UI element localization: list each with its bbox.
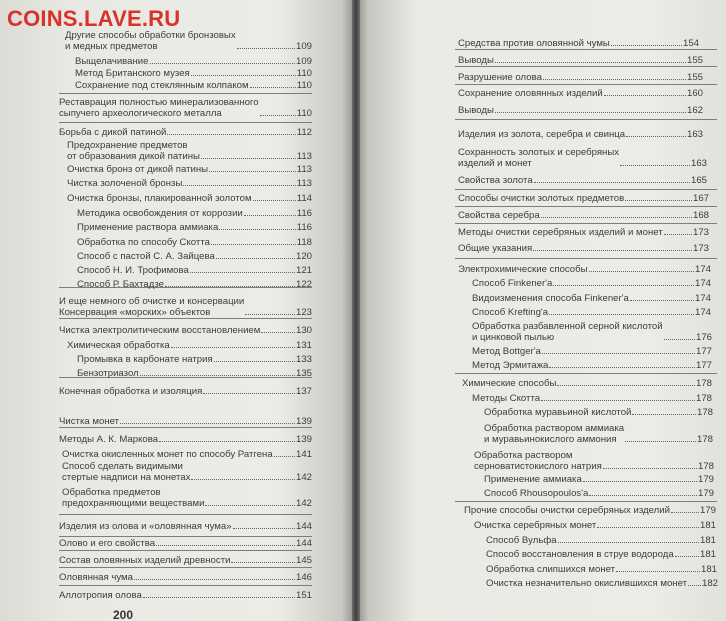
- toc-entry: [474, 520, 716, 531]
- toc-entry-title: Конечная обработка и изоляция: [59, 386, 203, 397]
- leader-dots: [211, 244, 296, 245]
- toc-entry: [59, 386, 312, 397]
- divider: [455, 49, 717, 50]
- toc-entry-title: Методы А. К. Маркова: [59, 434, 159, 445]
- toc-entry-title: Способ Rhousopoulos'а: [484, 488, 589, 499]
- leader-dots: [134, 579, 295, 580]
- leader-dots: [190, 272, 295, 273]
- toc-entry-title: Изделия из золота, серебра и свинца: [458, 129, 626, 140]
- leader-dots: [495, 112, 686, 113]
- toc-entry-title: Борьба с дикой патиной: [59, 127, 167, 138]
- leader-dots: [209, 171, 296, 172]
- toc-entry-title: Чистка монет: [59, 416, 119, 427]
- toc-entry-title: Применение раствора аммиака: [77, 222, 219, 233]
- toc-entry-title: Очистка окисленных монет по способу Ратгена: [62, 449, 273, 460]
- toc-entry: [484, 474, 714, 485]
- toc-entry-title: Свойства серебра: [458, 210, 540, 221]
- book-gutter: [352, 0, 360, 621]
- toc-entry: [472, 321, 712, 343]
- toc-entry-page: 122: [295, 279, 312, 290]
- toc-entry-title: Очистка незначительно окислившихся монет: [486, 578, 688, 589]
- toc-entry: [77, 222, 312, 233]
- leader-dots: [620, 165, 690, 166]
- leader-dots: [671, 512, 699, 513]
- leader-dots: [231, 562, 295, 563]
- toc-entry-page: 133: [295, 354, 312, 365]
- toc-entry-page: 178: [696, 407, 713, 418]
- toc-entry-page: 114: [296, 193, 312, 204]
- toc-entry-title: Выводы: [458, 55, 494, 66]
- toc-entry-title: Обработка по способу Скотта: [77, 237, 210, 248]
- leader-dots: [630, 300, 694, 301]
- toc-entry-page: 113: [296, 164, 312, 175]
- toc-entry: [65, 30, 312, 52]
- toc-entry-page: 155: [686, 55, 703, 66]
- toc-entry-title: Сохранение под стеклянным колпаком: [75, 80, 249, 91]
- divider: [455, 119, 717, 120]
- leader-dots: [632, 414, 696, 415]
- toc-entry-page: 110: [296, 68, 312, 79]
- toc-entry-page: 179: [697, 488, 714, 499]
- toc-entry-title: Средства против оловянной чумы: [458, 38, 610, 49]
- leader-dots: [203, 393, 295, 394]
- toc-entry-page: 181: [699, 535, 716, 546]
- toc-entry-title: Чистка золоченой бронзы: [67, 178, 183, 189]
- toc-entry: [75, 80, 312, 91]
- toc-entry: [59, 590, 312, 601]
- toc-entry: [484, 488, 714, 499]
- leader-dots: [664, 339, 695, 340]
- toc-entry-title: Оловянная чума: [59, 572, 133, 583]
- toc-entry-page: 135: [295, 368, 312, 379]
- toc-entry-title: Состав оловянных изделий древности: [59, 555, 231, 566]
- toc-entry-title: Способ Н. И. Трофимова: [77, 265, 189, 276]
- toc-entry-title: Способ Р. Бахтадзе: [77, 279, 164, 290]
- toc-entry-title: Предохранение предметов от образования дикой патины: [67, 140, 200, 162]
- toc-entry-page: 146: [295, 572, 312, 583]
- toc-entry-title: Другие способы обработки бронзовых и медных предметов: [65, 30, 236, 52]
- toc-entry-title: Обработка слипшихся монет: [486, 564, 616, 575]
- divider: [59, 318, 312, 319]
- toc-entry-title: Электрохимические способы: [458, 264, 588, 275]
- toc-entry-page: 141: [295, 449, 312, 460]
- divider: [59, 122, 312, 123]
- leader-dots: [216, 258, 295, 259]
- toc-entry-page: 144: [295, 521, 312, 532]
- toc-entry: [458, 55, 703, 66]
- toc-entry: [484, 407, 713, 418]
- toc-entry-title: Олово и его свойства: [59, 538, 156, 549]
- toc-entry: [486, 578, 718, 589]
- leader-dots: [549, 367, 695, 368]
- toc-entry-title: Химические способы: [462, 378, 557, 389]
- toc-entry-page: 154: [682, 38, 699, 49]
- toc-entry: [67, 193, 312, 204]
- leader-dots: [233, 528, 295, 529]
- toc-entry: [472, 360, 712, 371]
- leader-dots: [219, 229, 295, 230]
- toc-entry-page: 173: [692, 243, 709, 254]
- toc-entry-page: 165: [690, 175, 707, 186]
- divider: [59, 93, 312, 94]
- toc-entry: [458, 175, 707, 186]
- leader-dots: [597, 527, 699, 528]
- toc-entry: [77, 368, 312, 379]
- toc-entry-page: 163: [686, 129, 703, 140]
- toc-entry-page: 176: [695, 332, 712, 343]
- toc-entry-title: Обработка муравьиной кислотой: [484, 407, 632, 418]
- leader-dots: [549, 314, 694, 315]
- toc-entry-page: 178: [697, 461, 714, 472]
- leader-dots: [165, 286, 295, 287]
- toc-entry-page: 182: [701, 578, 718, 589]
- toc-entry: [458, 38, 699, 49]
- toc-entry-title: Изделия из олова и «оловянная чума»: [59, 521, 232, 532]
- toc-entry: [59, 296, 312, 318]
- toc-entry-page: 112: [296, 127, 312, 138]
- toc-entry: [458, 72, 703, 83]
- divider: [455, 258, 717, 259]
- toc-entry: [458, 88, 703, 99]
- leader-dots: [214, 361, 295, 362]
- toc-entry: [486, 564, 717, 575]
- toc-entry-page: 177: [695, 360, 712, 371]
- toc-entry: [62, 449, 312, 460]
- toc-entry-page: 162: [686, 105, 703, 116]
- leader-dots: [675, 556, 699, 557]
- toc-entry-page: 174: [694, 307, 711, 318]
- toc-entry-page: 109: [295, 41, 312, 52]
- site-watermark: COINS.LAVE.RU: [7, 6, 181, 31]
- divider: [455, 84, 717, 85]
- toc-entry-page: 168: [692, 210, 709, 221]
- toc-entry: [59, 416, 312, 427]
- leader-dots: [143, 597, 295, 598]
- toc-entry-title: Метод Британского музея: [75, 68, 190, 79]
- toc-entry-page: 145: [295, 555, 312, 566]
- divider: [455, 501, 717, 502]
- toc-entry: [67, 140, 312, 162]
- toc-entry-title: Прочие способы очистки серебряных изделий: [464, 505, 670, 516]
- toc-entry-page: 163: [690, 158, 707, 169]
- leader-dots: [604, 95, 686, 96]
- toc-entry: [59, 325, 312, 336]
- toc-entry-title: Свойства золота: [458, 175, 533, 186]
- toc-entry: [486, 549, 716, 560]
- toc-entry-title: Способ с пастой С. А. Зайцева: [77, 251, 215, 262]
- divider: [59, 427, 312, 428]
- toc-entry-page: 179: [699, 505, 716, 516]
- toc-entry-title: Применение аммиака: [484, 474, 582, 485]
- toc-entry-title: Обработка раствором серноватистокислого натрия: [474, 450, 602, 472]
- toc-entry-page: 113: [296, 151, 312, 162]
- divider: [59, 536, 312, 537]
- toc-entry-title: Метод Эрмитажа: [472, 360, 549, 371]
- toc-entry-page: 181: [699, 520, 716, 531]
- divider: [455, 189, 717, 190]
- toc-entry-page: 144: [295, 538, 312, 549]
- toc-entry-title: Разрушение олова: [458, 72, 542, 83]
- leader-dots: [533, 250, 692, 251]
- toc-entry-title: Бензотриазол: [77, 368, 139, 379]
- toc-entry-page: 130: [295, 325, 312, 336]
- toc-entry-title: Очистка бронзы, плакированной золотом: [67, 193, 252, 204]
- toc-entry-page: 139: [295, 434, 312, 445]
- leader-dots: [237, 48, 295, 49]
- leader-dots: [664, 234, 692, 235]
- toc-entry-page: 160: [686, 88, 703, 99]
- toc-entry: [458, 147, 707, 169]
- toc-entry: [472, 346, 712, 357]
- toc-entry-page: 139: [295, 416, 312, 427]
- toc-entry: [458, 264, 711, 275]
- toc-entry-title: Метод Bottger'а: [472, 346, 541, 357]
- toc-entry: [62, 461, 312, 483]
- divider: [455, 206, 717, 207]
- leader-dots: [261, 332, 295, 333]
- toc-entry: [59, 538, 312, 549]
- toc-entry: [59, 127, 312, 138]
- toc-entry-page: 142: [295, 498, 312, 509]
- toc-entry-title: Очистка бронз от дикой патины: [67, 164, 209, 175]
- toc-entry-page: 123: [295, 307, 312, 318]
- toc-entry-title: Сохранность золотых и серебряных изделий и монет: [458, 147, 620, 169]
- leader-dots: [191, 479, 295, 480]
- leader-dots: [150, 63, 295, 64]
- leader-dots: [156, 545, 295, 546]
- toc-entry-title: И еще немного об очистке и консервации Консервация «морских» объектов: [59, 296, 245, 318]
- toc-entry-title: Обработка разбавленной серной кислотой и цинковой пылью: [472, 321, 663, 343]
- toc-entry-page: 178: [696, 434, 713, 445]
- toc-entry-title: Химическая обработка: [67, 340, 170, 351]
- leader-dots: [159, 441, 295, 442]
- leader-dots: [167, 134, 295, 135]
- toc-entry-title: Чистка электролитическим восстановлением: [59, 325, 261, 336]
- toc-entry-page: 174: [694, 278, 711, 289]
- toc-entry-title: Обработка предметов предохраняющими веществами: [62, 487, 205, 509]
- toc-entry-title: Общие указания: [458, 243, 533, 254]
- toc-entry-title: Способ Krefting'а: [472, 307, 549, 318]
- divider: [59, 550, 312, 551]
- toc-entry: [458, 105, 703, 116]
- divider: [455, 223, 717, 224]
- toc-entry-title: Промывка в карбонате натрия: [77, 354, 213, 365]
- leader-dots: [191, 75, 296, 76]
- toc-entry: [77, 354, 312, 365]
- leader-dots: [244, 215, 296, 216]
- toc-entry-title: Выщелачивание: [75, 56, 149, 67]
- toc-entry: [472, 307, 711, 318]
- toc-entry-title: Методы очистки серебряных изделий и монет: [458, 227, 663, 238]
- toc-entry: [474, 450, 714, 472]
- toc-entry: [458, 227, 709, 238]
- toc-entry-title: Видоизменения способа Finkener'а: [472, 293, 629, 304]
- toc-entry-page: 178: [695, 393, 712, 404]
- toc-entry: [77, 237, 312, 248]
- leader-dots: [541, 400, 695, 401]
- divider: [455, 373, 717, 374]
- leader-dots: [616, 571, 700, 572]
- toc-entry: [458, 243, 709, 254]
- leader-dots: [260, 115, 296, 116]
- toc-entry: [59, 521, 312, 532]
- toc-entry-page: 178: [695, 378, 712, 389]
- leader-dots: [625, 200, 692, 201]
- toc-entry-page: 116: [296, 222, 312, 233]
- toc-entry-title: Способы очистки золотых предметов: [458, 193, 625, 204]
- toc-entry-page: 109: [295, 56, 312, 67]
- toc-entry-page: 179: [697, 474, 714, 485]
- leader-dots: [140, 375, 295, 376]
- leader-dots: [557, 385, 695, 386]
- toc-entry-title: Обработка раствором аммиака и муравьинокислого аммония: [484, 423, 625, 445]
- toc-entry: [77, 265, 312, 276]
- toc-entry: [458, 129, 703, 140]
- toc-entry: [59, 97, 312, 119]
- toc-entry: [472, 393, 712, 404]
- leader-dots: [543, 79, 686, 80]
- toc-entry-page: 177: [695, 346, 712, 357]
- toc-entry: [77, 279, 312, 290]
- toc-entry-page: 181: [699, 549, 716, 560]
- toc-entry-page: 110: [296, 80, 312, 91]
- toc-entry: [75, 56, 312, 67]
- toc-entry-title: Выводы: [458, 105, 494, 116]
- toc-entry-title: Методика освобождения от коррозии: [77, 208, 243, 219]
- toc-entry: [59, 555, 312, 566]
- leader-dots: [205, 505, 295, 506]
- toc-entry: [472, 278, 711, 289]
- leader-dots: [534, 182, 690, 183]
- toc-entry-title: Методы Скотта: [472, 393, 541, 404]
- toc-entry: [59, 434, 312, 445]
- toc-entry: [77, 208, 312, 219]
- toc-entry-page: 131: [295, 340, 312, 351]
- leader-dots: [589, 271, 694, 272]
- page-number: 200: [113, 608, 134, 621]
- toc-entry-page: 174: [694, 293, 711, 304]
- toc-entry-page: 118: [296, 237, 312, 248]
- toc-entry-title: Сохранение оловянных изделий: [458, 88, 603, 99]
- toc-entry-title: Способ Вульфа: [486, 535, 557, 546]
- toc-entry-page: 181: [700, 564, 717, 575]
- leader-dots: [253, 200, 296, 201]
- leader-dots: [120, 423, 295, 424]
- toc-entry: [484, 423, 713, 445]
- toc-entry-title: Очистка серебряных монет: [474, 520, 597, 531]
- leader-dots: [274, 456, 295, 457]
- leader-dots: [495, 62, 686, 63]
- toc-entry: [464, 505, 716, 516]
- toc-entry: [486, 535, 716, 546]
- leader-dots: [611, 45, 682, 46]
- toc-entry-page: 116: [296, 208, 312, 219]
- toc-entry: [462, 378, 712, 389]
- divider: [455, 66, 717, 67]
- toc-entry-page: 167: [692, 193, 709, 204]
- toc-entry-page: 120: [295, 251, 312, 262]
- toc-entry: [75, 68, 312, 79]
- leader-dots: [183, 185, 295, 186]
- toc-entry: [67, 178, 312, 189]
- leader-dots: [603, 468, 697, 469]
- leader-dots: [245, 314, 295, 315]
- toc-entry-title: Способ сделать видимыми стертые надписи на монетах: [62, 461, 191, 483]
- toc-entry: [67, 340, 312, 351]
- toc-entry-page: 151: [295, 590, 312, 601]
- toc-entry-title: Способ Finkener'а: [472, 278, 553, 289]
- toc-entry-page: 155: [686, 72, 703, 83]
- toc-entry: [472, 293, 711, 304]
- toc-entry: [77, 251, 312, 262]
- toc-entry-page: 137: [295, 386, 312, 397]
- leader-dots: [625, 441, 696, 442]
- leader-dots: [626, 136, 686, 137]
- leader-dots: [250, 87, 296, 88]
- toc-entry-page: 174: [694, 264, 711, 275]
- leader-dots: [541, 217, 692, 218]
- leader-dots: [589, 495, 697, 496]
- toc-entry: [458, 210, 709, 221]
- leader-dots: [171, 347, 295, 348]
- toc-entry-page: 121: [295, 265, 312, 276]
- leader-dots: [688, 585, 701, 586]
- leader-dots: [553, 285, 694, 286]
- toc-entry: [59, 572, 312, 583]
- toc-entry-page: 113: [296, 178, 312, 189]
- toc-entry-title: Способ восстановления в струе водорода: [486, 549, 674, 560]
- toc-entry-title: Аллотропия олова: [59, 590, 142, 601]
- toc-entry-title: Реставрация полностью минерализованного сыпучего археологического металла: [59, 97, 259, 119]
- divider: [59, 567, 312, 568]
- leader-dots: [542, 353, 695, 354]
- toc-entry-page: 142: [295, 472, 312, 483]
- divider: [59, 514, 312, 515]
- divider: [59, 585, 312, 586]
- toc-entry-page: 110: [296, 108, 312, 119]
- toc-entry-page: 173: [692, 227, 709, 238]
- toc-entry: [458, 193, 709, 204]
- leader-dots: [558, 542, 699, 543]
- leader-dots: [201, 158, 296, 159]
- leader-dots: [583, 481, 697, 482]
- toc-entry: [67, 164, 312, 175]
- toc-entry: [62, 487, 312, 509]
